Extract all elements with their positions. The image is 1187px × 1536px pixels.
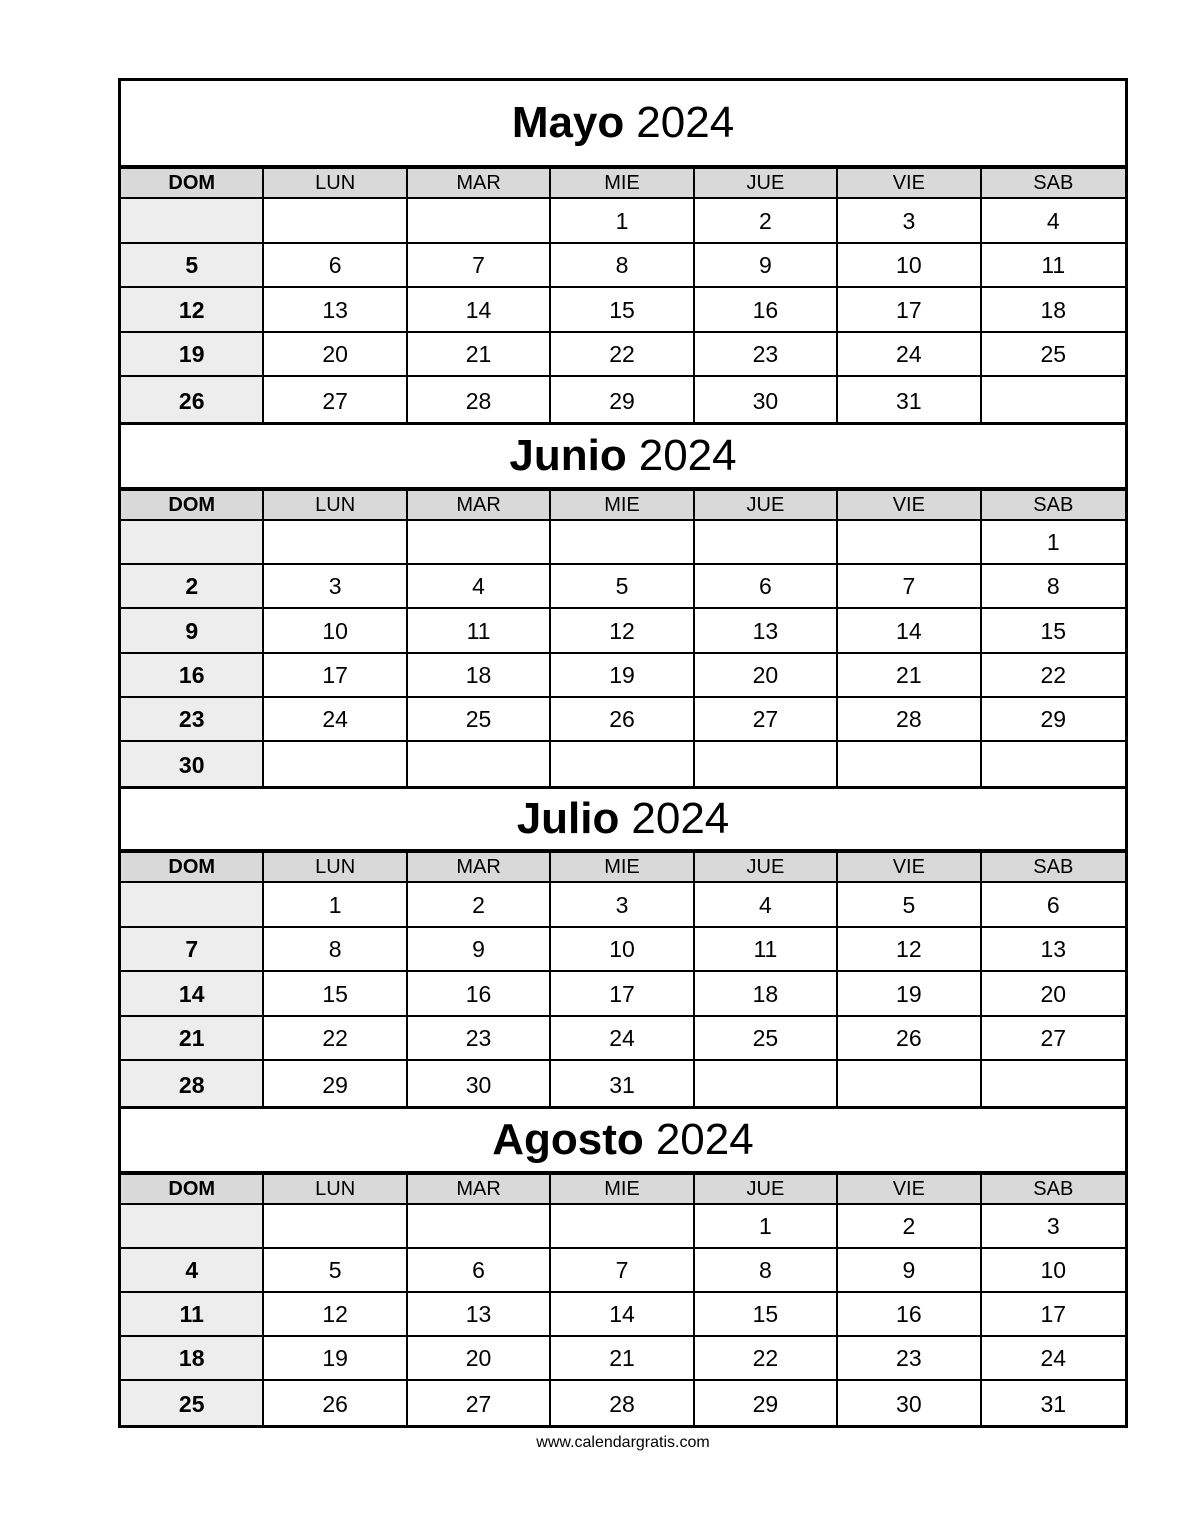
day-header-jue: JUE [695,491,838,521]
day-cell: 30 [695,377,838,422]
day-cell: 19 [838,972,981,1017]
day-header-mar: MAR [408,491,551,521]
day-cell: 29 [264,1061,407,1106]
day-cell: 5 [264,1249,407,1293]
day-cell: 8 [695,1249,838,1293]
day-cell: 13 [264,288,407,333]
day-header-mie: MIE [551,491,694,521]
empty-day-cell [838,742,981,786]
day-cell: 30 [838,1381,981,1425]
day-cell: 28 [408,377,551,422]
day-header-jue: JUE [695,1175,838,1205]
day-cell: 24 [982,1337,1125,1381]
day-cell: 20 [264,333,407,378]
day-header-vie: VIE [838,491,981,521]
month-title [121,81,1125,169]
day-cell: 1 [695,1205,838,1249]
empty-day-cell [121,199,264,244]
day-cell: 19 [121,333,264,378]
day-cell: 22 [982,654,1125,698]
day-cell: 2 [408,883,551,928]
empty-day-cell [408,742,551,786]
day-cell: 11 [695,928,838,973]
day-header-row [121,1175,1125,1205]
day-cell: 21 [408,333,551,378]
day-cell: 19 [264,1337,407,1381]
empty-day-cell [264,521,407,565]
day-cell: 9 [408,928,551,973]
day-header-jue: JUE [695,169,838,199]
month-body [121,883,1125,1106]
day-cell: 14 [408,288,551,333]
day-cell: 4 [982,199,1125,244]
day-header-row [121,491,1125,521]
day-cell: 25 [695,1017,838,1062]
day-cell: 10 [551,928,694,973]
day-header-mie: MIE [551,169,694,199]
day-cell: 3 [982,1205,1125,1249]
day-cell: 31 [982,1381,1125,1425]
month-name: Mayo [511,98,625,147]
day-cell: 21 [551,1337,694,1381]
day-cell: 5 [838,883,981,928]
empty-day-cell [551,1205,694,1249]
month-julio [121,786,1125,1106]
day-cell: 21 [121,1017,264,1062]
empty-day-cell [838,1061,981,1106]
empty-day-cell [264,1205,407,1249]
month-year: 2024 [636,98,735,147]
day-cell: 22 [551,333,694,378]
day-cell: 10 [838,244,981,289]
day-cell: 2 [121,565,264,609]
day-cell: 24 [551,1017,694,1062]
month-junio [121,422,1125,786]
day-header-sab: SAB [982,853,1125,883]
day-cell: 2 [838,1205,981,1249]
day-cell: 12 [838,928,981,973]
month-year: 2024 [631,794,730,844]
day-cell: 3 [264,565,407,609]
day-cell: 6 [695,565,838,609]
empty-day-cell [551,521,694,565]
day-cell: 27 [408,1381,551,1425]
day-header-lun: LUN [264,491,407,521]
day-cell: 24 [264,698,407,742]
empty-day-cell [695,1061,838,1106]
day-cell: 15 [551,288,694,333]
day-cell: 26 [121,377,264,422]
day-cell: 13 [982,928,1125,973]
day-cell: 31 [551,1061,694,1106]
month-name: Agosto [492,1115,644,1165]
empty-day-cell [408,1205,551,1249]
day-cell: 16 [695,288,838,333]
day-cell: 7 [551,1249,694,1293]
calendar-table [118,78,1128,1428]
day-cell: 14 [121,972,264,1017]
day-cell: 16 [121,654,264,698]
day-header-lun: LUN [264,1175,407,1205]
empty-day-cell [408,199,551,244]
day-cell: 29 [982,698,1125,742]
day-header-dom: DOM [121,853,264,883]
day-cell: 12 [264,1293,407,1337]
day-cell: 25 [408,698,551,742]
day-cell: 3 [551,883,694,928]
empty-day-cell [838,521,981,565]
day-header-dom: DOM [121,491,264,521]
day-cell: 10 [982,1249,1125,1293]
day-cell: 1 [551,199,694,244]
day-cell: 4 [695,883,838,928]
empty-day-cell [121,1205,264,1249]
day-header-sab: SAB [982,169,1125,199]
day-cell: 18 [982,288,1125,333]
day-cell: 20 [695,654,838,698]
day-cell: 4 [121,1249,264,1293]
day-cell: 23 [121,698,264,742]
day-cell: 15 [982,609,1125,653]
day-cell: 25 [121,1381,264,1425]
day-cell: 27 [695,698,838,742]
month-body [121,199,1125,422]
day-cell: 23 [408,1017,551,1062]
day-header-mie: MIE [551,853,694,883]
day-cell: 4 [408,565,551,609]
day-cell: 28 [838,698,981,742]
day-cell: 16 [408,972,551,1017]
day-header-vie: VIE [838,169,981,199]
day-cell: 16 [838,1293,981,1337]
day-cell: 8 [982,565,1125,609]
month-year: 2024 [655,1115,754,1165]
month-name: Junio [509,430,627,480]
day-header-dom: DOM [121,1175,264,1205]
day-cell: 1 [264,883,407,928]
day-cell: 5 [121,244,264,289]
day-cell: 18 [695,972,838,1017]
day-cell: 12 [551,609,694,653]
empty-day-cell [982,1061,1125,1106]
empty-day-cell [982,742,1125,786]
day-cell: 19 [551,654,694,698]
month-title [121,1109,1125,1175]
empty-day-cell [408,521,551,565]
day-cell: 15 [264,972,407,1017]
empty-day-cell [121,521,264,565]
day-cell: 28 [121,1061,264,1106]
day-cell: 13 [695,609,838,653]
day-header-vie: VIE [838,853,981,883]
day-cell: 29 [551,377,694,422]
day-cell: 7 [408,244,551,289]
day-cell: 11 [408,609,551,653]
day-cell: 28 [551,1381,694,1425]
day-cell: 17 [982,1293,1125,1337]
month-mayo [121,81,1125,422]
day-cell: 26 [838,1017,981,1062]
day-cell: 9 [695,244,838,289]
day-cell: 23 [695,333,838,378]
day-cell: 12 [121,288,264,333]
empty-day-cell [121,883,264,928]
day-cell: 17 [551,972,694,1017]
day-cell: 22 [264,1017,407,1062]
month-body [121,521,1125,786]
day-cell: 6 [408,1249,551,1293]
day-cell: 20 [982,972,1125,1017]
day-cell: 9 [838,1249,981,1293]
empty-day-cell [264,199,407,244]
day-cell: 18 [121,1337,264,1381]
day-cell: 15 [695,1293,838,1337]
day-cell: 2 [695,199,838,244]
day-header-mie: MIE [551,1175,694,1205]
day-cell: 24 [838,333,981,378]
empty-day-cell [551,742,694,786]
day-cell: 3 [838,199,981,244]
day-cell: 14 [551,1293,694,1337]
day-cell: 1 [982,521,1125,565]
day-cell: 25 [982,333,1125,378]
empty-day-cell [695,521,838,565]
day-cell: 11 [121,1293,264,1337]
day-header-lun: LUN [264,169,407,199]
day-cell: 27 [982,1017,1125,1062]
month-year: 2024 [638,430,737,480]
day-cell: 21 [838,654,981,698]
day-header-dom: DOM [121,169,264,199]
day-cell: 9 [121,609,264,653]
day-header-mar: MAR [408,169,551,199]
day-cell: 17 [264,654,407,698]
month-name: Julio [516,794,620,844]
day-cell: 8 [551,244,694,289]
day-cell: 30 [121,742,264,786]
day-cell: 17 [838,288,981,333]
empty-day-cell [695,742,838,786]
day-header-sab: SAB [982,1175,1125,1205]
day-cell: 11 [982,244,1125,289]
day-cell: 26 [264,1381,407,1425]
day-cell: 6 [264,244,407,289]
empty-day-cell [264,742,407,786]
month-agosto [121,1106,1125,1425]
day-header-mar: MAR [408,853,551,883]
month-title [121,425,1125,491]
day-cell: 20 [408,1337,551,1381]
day-header-jue: JUE [695,853,838,883]
day-cell: 8 [264,928,407,973]
day-cell: 5 [551,565,694,609]
day-cell: 14 [838,609,981,653]
day-header-vie: VIE [838,1175,981,1205]
footer-url: www.calendargratis.com [536,1434,710,1451]
day-cell: 26 [551,698,694,742]
empty-day-cell [982,377,1125,422]
day-header-mar: MAR [408,1175,551,1205]
day-header-sab: SAB [982,491,1125,521]
day-cell: 27 [264,377,407,422]
day-cell: 13 [408,1293,551,1337]
day-cell: 6 [982,883,1125,928]
day-cell: 18 [408,654,551,698]
day-cell: 31 [838,377,981,422]
month-body [121,1205,1125,1425]
month-title [121,789,1125,853]
day-cell: 23 [838,1337,981,1381]
day-cell: 7 [838,565,981,609]
day-cell: 30 [408,1061,551,1106]
day-cell: 29 [695,1381,838,1425]
day-cell: 10 [264,609,407,653]
day-cell: 22 [695,1337,838,1381]
day-header-row [121,853,1125,883]
day-header-row [121,169,1125,199]
day-header-lun: LUN [264,853,407,883]
day-cell: 7 [121,928,264,973]
